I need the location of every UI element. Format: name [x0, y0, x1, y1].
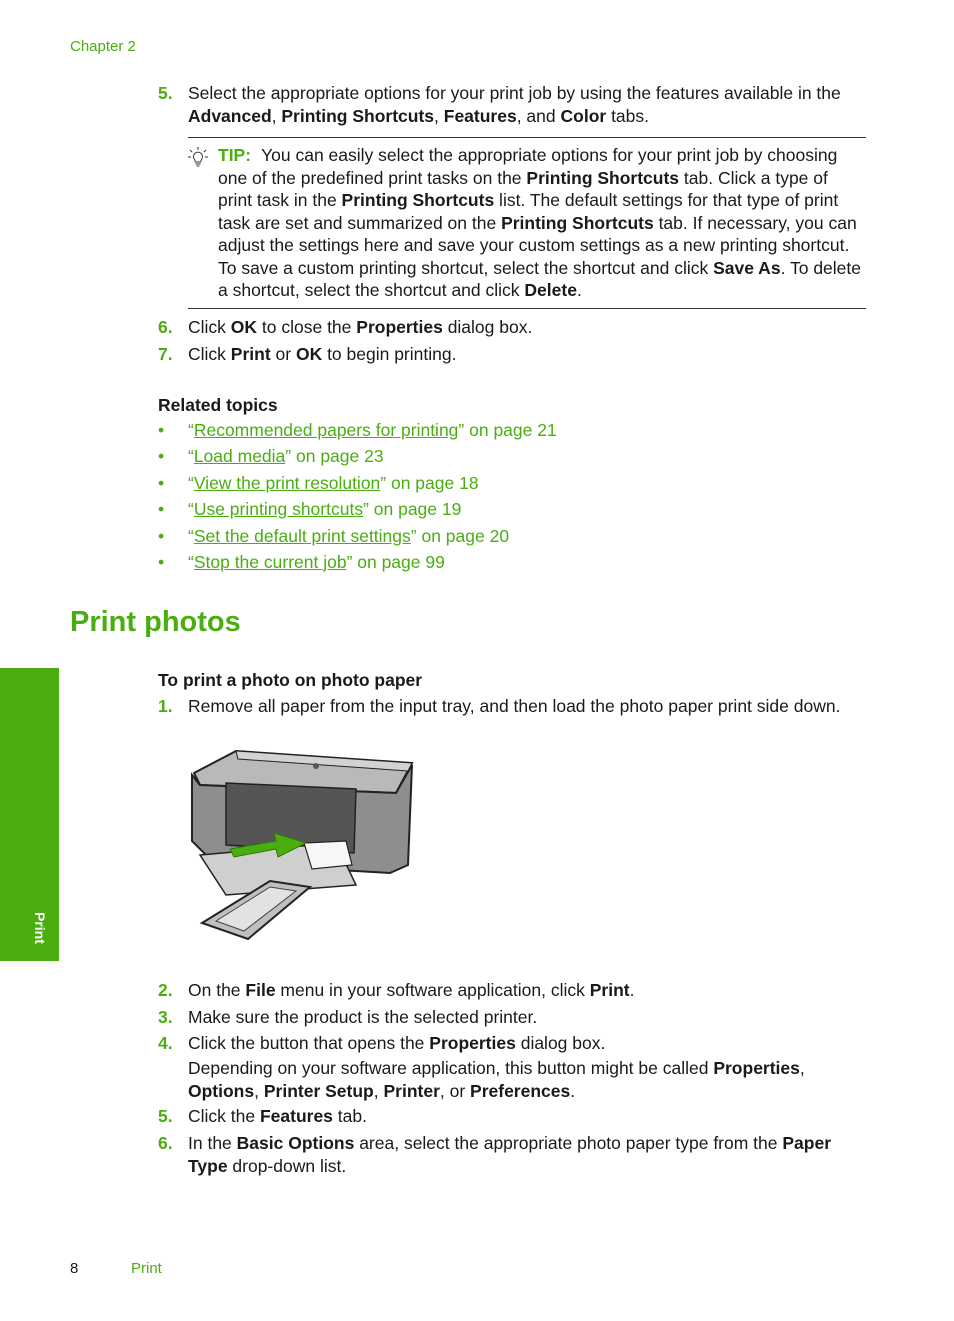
step-5-select-options — [158, 82, 868, 127]
step-number: 5. — [158, 1106, 173, 1126]
related-topics-heading: Related topics — [158, 395, 278, 415]
related-topic-text: “View the print resolution” on page 18 — [188, 472, 479, 493]
tip-label: TIP: — [218, 145, 252, 165]
step-number: 6. — [158, 317, 173, 337]
step-6-click-ok — [158, 316, 868, 339]
step-4-note — [158, 1057, 868, 1102]
related-topic-link[interactable]: Set the default print settings — [193, 525, 411, 546]
step-text: Click the Features tab. — [188, 1106, 367, 1126]
tip-body: You can easily select the appropriate options for your print job by choosing one of the predefined print tasks on the Printing Shortcuts tab. Click a type of print task in the Printing Shortcuts list. The default settings for that type of print task are set and summarized on the Printing Shortcuts tab. If necessary, you can adjust the settings here and save your custom settings as a new printing shortcut. To save a custom printing shortcut, select the shortcut and click Save As. To delete a shortcut, select the shortcut and click Delete. — [218, 145, 861, 300]
bold-term: Paper Type — [188, 1133, 832, 1176]
step-number: 5. — [158, 83, 173, 103]
bold-term: Printing Shortcuts — [526, 167, 680, 188]
bold-term: OK — [230, 317, 258, 337]
step-number: 3. — [158, 1007, 173, 1027]
bullet: • — [158, 525, 165, 546]
bold-term: Delete — [524, 280, 577, 300]
step-text: Click Print or OK to begin printing. — [188, 344, 457, 364]
lightbulb-icon — [188, 147, 208, 167]
footer-section-title: Print — [131, 1260, 162, 1277]
step-number: 7. — [158, 344, 173, 364]
tip-box — [188, 137, 866, 309]
bold-term: Print — [230, 344, 271, 364]
bold-term: Features — [259, 1106, 333, 1126]
bold-term: Printing Shortcuts — [341, 190, 495, 210]
step-text: In the Basic Options area, select the appropriate photo paper type from the Paper Type drop-down list. — [188, 1133, 832, 1176]
step-note-text: Depending on your software application, this button might be called Properties, Options, Printer Setup, Printer, or Preferences. — [188, 1058, 805, 1101]
bold-term: Preferences — [470, 1080, 571, 1101]
bold-term: Print — [589, 980, 630, 1000]
step-1-remove-paper — [158, 695, 868, 718]
related-topic-text: “Use printing shortcuts” on page 19 — [188, 499, 462, 520]
side-tab — [0, 668, 59, 961]
bold-term: Save As — [713, 257, 781, 278]
related-topic-link[interactable]: View the print resolution — [193, 472, 381, 493]
tip-text — [218, 144, 866, 302]
related-topic-text: “Recommended papers for printing” on page 21 — [188, 420, 557, 440]
related-topic-link[interactable]: Recommended papers for printing — [193, 420, 459, 440]
bullet: • — [158, 499, 165, 520]
step-number: 1. — [158, 696, 173, 716]
bullet: • — [158, 472, 165, 493]
procedure-heading: To print a photo on photo paper — [158, 670, 423, 690]
page-number: 8 — [70, 1260, 79, 1277]
step-text: Remove all paper from the input tray, and then load the photo paper print side down. — [188, 696, 841, 716]
bullet: • — [158, 446, 165, 467]
step-text: Click OK to close the Properties dialog box. — [188, 317, 533, 337]
bold-term: OK — [295, 344, 323, 364]
related-topic-link[interactable]: Stop the current job — [193, 551, 347, 572]
section-title: Print photos — [70, 606, 241, 638]
bullet: • — [158, 551, 165, 572]
bold-term: Printing Shortcuts — [281, 105, 435, 126]
step-number: 4. — [158, 1033, 173, 1053]
side-tab-label: Print — [32, 912, 48, 944]
step-text: Select the appropriate options for your print job by using the features available in the Advanced, Printing Shortcuts, Features, and Color tabs. — [188, 83, 841, 126]
step-text: On the File menu in your software application, click Print. — [188, 980, 635, 1000]
bold-term: Options — [188, 1080, 255, 1101]
bold-term: Properties — [429, 1033, 516, 1053]
step-3-select-printer — [158, 1006, 868, 1029]
step-2-file-print — [158, 979, 868, 1002]
related-topic-link[interactable]: Load media — [193, 446, 286, 467]
step-7-click-print — [158, 343, 868, 366]
step-4-open-properties — [158, 1032, 868, 1055]
step-5-features-tab — [158, 1105, 868, 1128]
step-text: Click the button that opens the Properties dialog box. — [188, 1033, 606, 1053]
step-number: 2. — [158, 980, 173, 1000]
bold-term: Advanced — [188, 105, 272, 126]
bold-term: Properties — [713, 1058, 800, 1078]
printer-illustration — [186, 745, 418, 942]
step-6-paper-type — [158, 1132, 868, 1177]
bold-term: Color — [560, 105, 607, 126]
bold-term: Basic Options — [236, 1133, 355, 1153]
related-topic-text: “Stop the current job” on page 99 — [188, 551, 445, 572]
bullet: • — [158, 420, 165, 440]
step-number: 6. — [158, 1133, 173, 1153]
bold-term: Printer — [383, 1080, 440, 1101]
bold-term: Features — [443, 105, 517, 126]
bold-term: Printing Shortcuts — [501, 212, 654, 233]
bold-term: File — [245, 980, 276, 1000]
related-topic-text: “Set the default print settings” on page 20 — [188, 525, 510, 546]
step-text: Make sure the product is the selected printer. — [188, 1007, 538, 1027]
related-topic-text: “Load media” on page 23 — [188, 446, 384, 467]
bold-term: Printer Setup — [263, 1080, 374, 1101]
chapter-header: Chapter 2 — [70, 38, 136, 55]
bold-term: Properties — [356, 317, 443, 337]
related-topic-link[interactable]: Use printing shortcuts — [193, 499, 364, 520]
